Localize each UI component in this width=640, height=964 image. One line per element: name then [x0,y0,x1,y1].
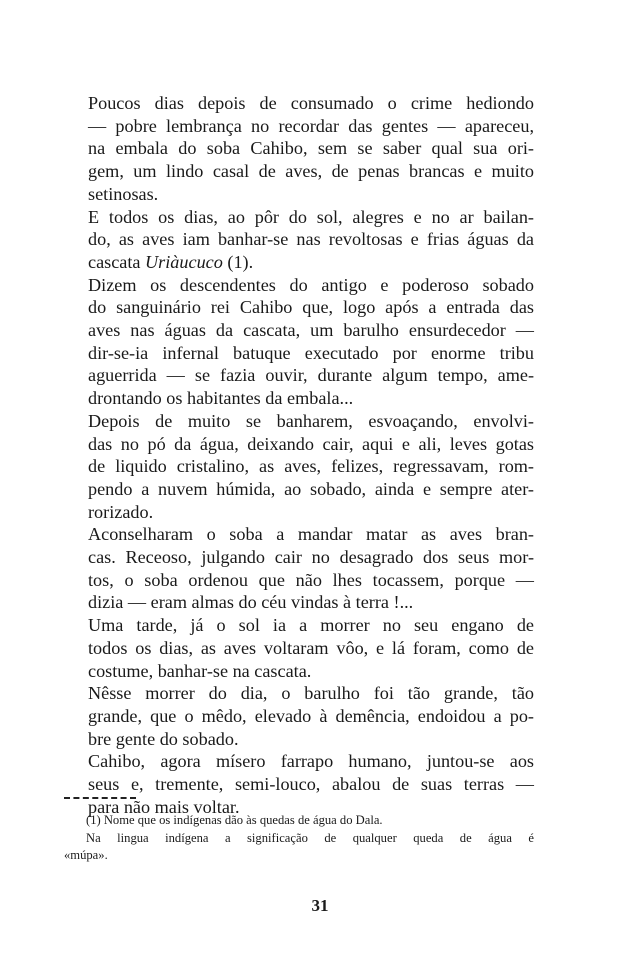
text-line: bre gente do sobado. [88,728,239,749]
text-line: rorizado. [88,501,154,522]
footnote-line: «múpa». [64,848,108,862]
body-text [88,92,534,819]
text-line: E todos os dias, ao pôr do sol, alegres e no ar bailan- [88,206,534,227]
footnote-separator [64,797,136,799]
text-line: pendo a nuvem húmida, ao sobado, ainda e sempre ater- [88,478,534,499]
paragraph-3 [88,274,534,410]
text-line: costume, banhar-se na cascata. [88,660,312,681]
paragraph-6 [88,614,534,682]
text-line: das no pó da água, deixando cair, aqui e ali, leves gotas [88,433,534,454]
place-name: Uriàucuco [145,251,223,272]
paragraph-7 [88,682,534,750]
footnotes [64,812,534,865]
paragraph-2 [88,206,534,274]
text-line: Poucos dias depois de consumado o crime hediondo [88,93,534,113]
footnote-reference: (1). [222,251,254,272]
text-line: cas. Receoso, julgando cair no desagrado dos seus mor- [88,547,534,568]
text-line: dir-se-ia infernal batuque executado por enorme tribu [88,342,534,363]
text-line: do sanguinário rei Cahibo que, logo após a entrada das [88,297,534,318]
text-line: seus e, tremente, semi-louco, abalou de suas terras — [88,774,534,795]
text-line: grande, que o mêdo, elevado à demência, endoidou a po- [88,705,534,726]
paragraph-5 [88,523,534,614]
text-line: do, as aves iam banhar-se nas revoltosas e frias águas da [88,229,534,250]
text-line: tos, o soba ordenou que não lhes tocassem, porque — [88,569,534,590]
text-line: setinosas. [88,183,159,204]
text-line: Aconselharam o soba a mandar matar as aves bran- [88,524,534,545]
text-line: aguerrida — se fazia ouvir, durante algum tempo, ame- [88,365,534,386]
text-line: Dizem os descendentes do antigo e poderoso sobado [88,274,534,295]
page-number: 31 [311,896,329,915]
paragraph-1 [88,92,534,206]
text-line: de liquido cristalino, as aves, felizes, regressavam, rom- [88,456,534,477]
text-line: Cahibo, agora mísero farrapo humano, juntou-se aos [88,751,534,772]
footnote-line: Na lingua indígena a significação de qualquer queda de água é [86,830,534,845]
text-line: dizia — eram almas do céu vindas à terra !... [88,592,414,613]
text-line: aves nas águas da cascata, um barulho ensurdecedor — [88,320,534,341]
text-line: Depois de muito se banharem, esvoaçando, envolvi- [88,410,534,431]
text-line: para não mais voltar. [88,796,240,817]
text-fragment: cascata [88,251,146,272]
text-line: na embala do soba Cahibo, sem se saber qual sua ori- [88,138,534,159]
text-line: drontando os habitantes da embala... [88,388,354,409]
text-line: gem, um lindo casal de aves, de penas brancas e muito [88,161,534,182]
text-line: — pobre lembrança no recordar das gentes — apareceu, [88,115,534,136]
paragraph-4 [88,410,534,524]
footnote-line: (1) Nome que os indígenas dão às quedas de água do Dala. [86,813,383,827]
paragraph-8 [88,750,534,818]
text-line: todos os dias, as aves voltaram vôo, e lá foram, como de [88,637,534,658]
text-line [88,251,534,274]
text-line: Uma tarde, já o sol ia a morrer no seu engano de [88,615,534,636]
text-line: Nêsse morrer do dia, o barulho foi tão grande, tão [88,683,534,704]
